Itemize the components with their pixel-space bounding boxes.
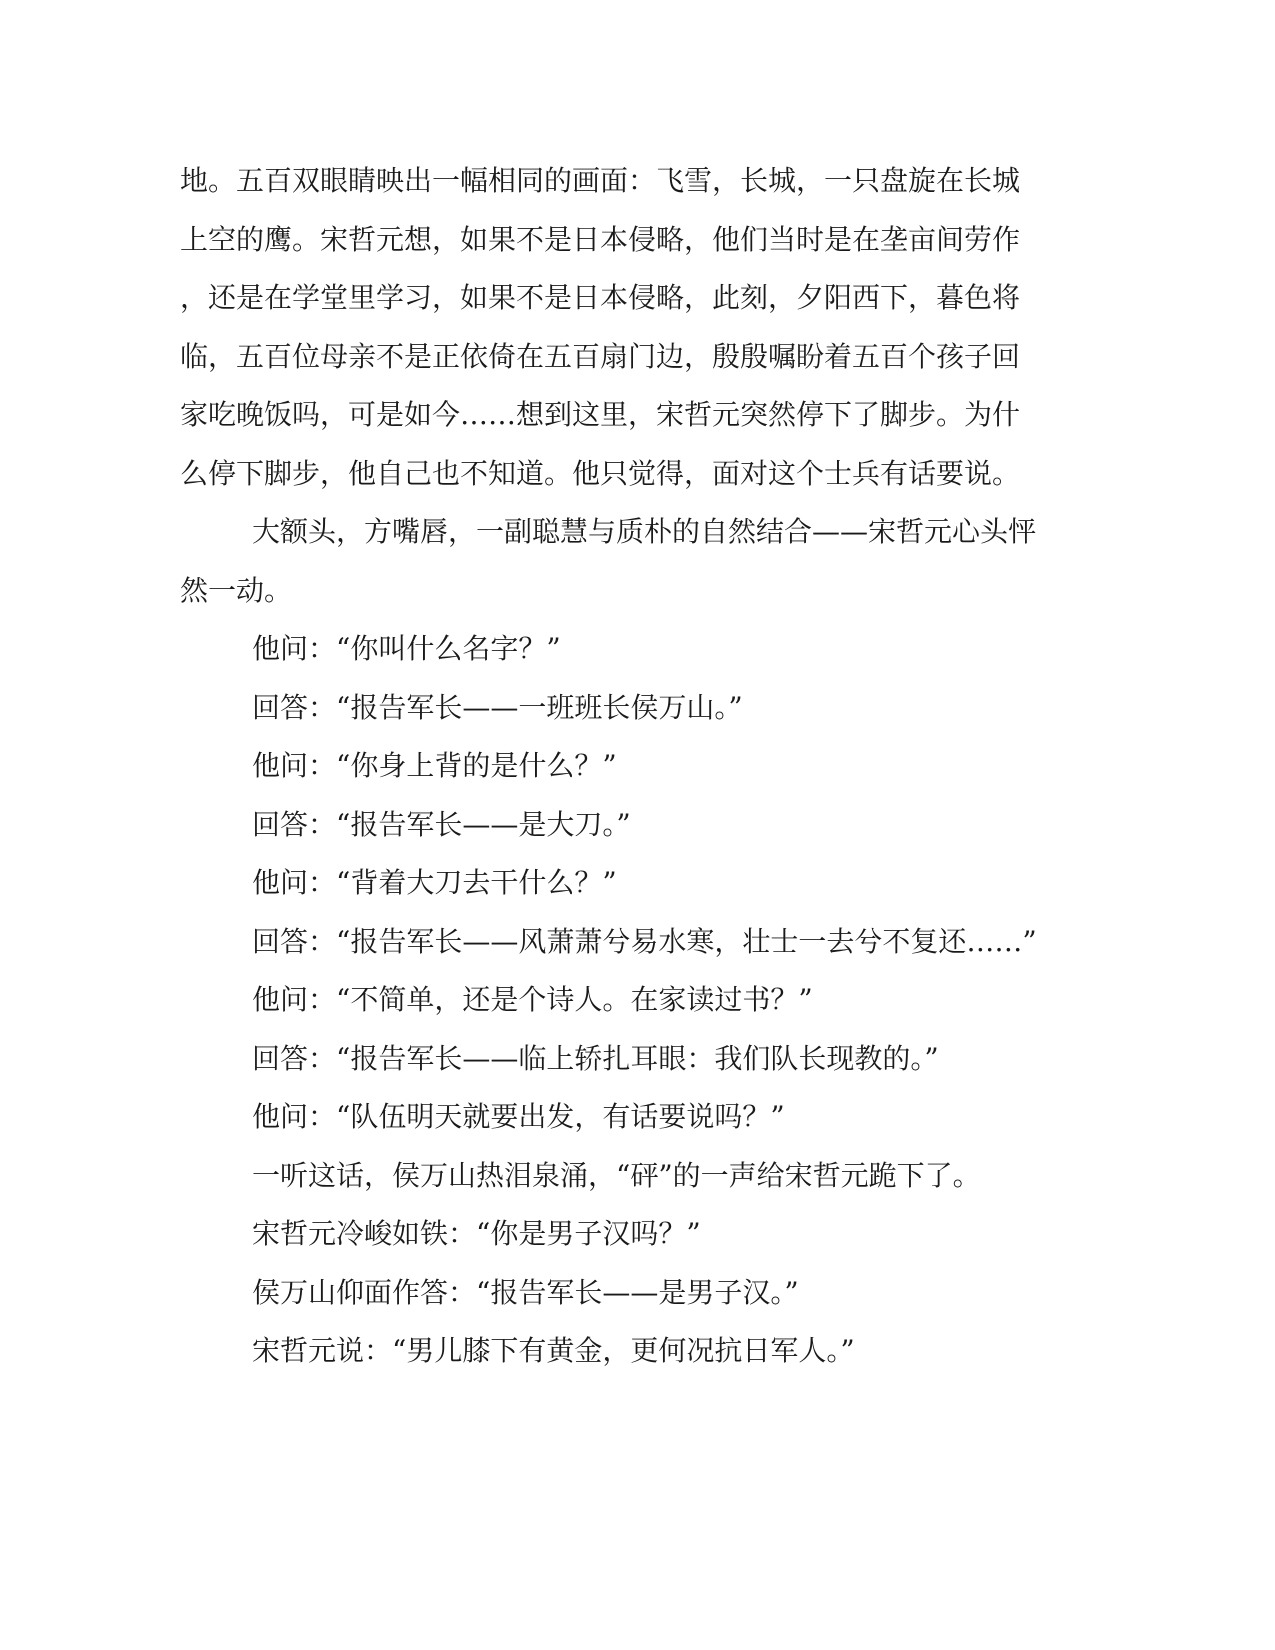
text-line: 回答：“报告军长——一班班长侯万山。” <box>252 690 743 724</box>
text-line: 大额头，方嘴唇，一副聪慧与质朴的自然结合——宋哲元心头怦 <box>252 515 1037 548</box>
text-line: 他问：“你叫什么名字？” <box>252 632 561 665</box>
text-line: 回答：“报告军长——风萧萧兮易水寒，壮士一去兮不复还……” <box>252 924 1037 958</box>
body-text <box>180 152 1060 1381</box>
text-line: 他问：“不简单，还是个诗人。在家读过书？” <box>252 983 813 1016</box>
text-line: 地。五百双眼睛映出一幅相同的画面：飞雪，长城，一只盘旋在长城 <box>180 164 1021 197</box>
text-line: 侯万山仰面作答：“报告军长——是男子汉。” <box>252 1275 799 1309</box>
text-line: 一听这话，侯万山热泪泉涌，“砰”的一声给宋哲元跪下了。 <box>252 1158 981 1192</box>
text-line: 他问：“你身上背的是什么？” <box>252 749 617 782</box>
text-line: 宋哲元说：“男儿膝下有黄金，更何况抗日军人。” <box>252 1334 855 1367</box>
text-line: 回答：“报告军长——是大刀。” <box>252 807 631 841</box>
text-line: 家吃晚饭吗，可是如今……想到这里，宋哲元突然停下了脚步。为什 <box>180 398 1021 431</box>
text-line: 上空的鹰。宋哲元想，如果不是日本侵略，他们当时是在垄亩间劳作 <box>180 222 1021 256</box>
text-line: 么停下脚步，他自己也不知道。他只觉得，面对这个士兵有话要说。 <box>180 456 1021 490</box>
text-line: ，还是在学堂里学习，如果不是日本侵略，此刻，夕阳西下，暮色将 <box>180 281 1021 314</box>
text-line: 他问：“队伍明天就要出发，有话要说吗？” <box>252 1100 785 1133</box>
text-line: 宋哲元冷峻如铁：“你是男子汉吗？” <box>252 1217 701 1250</box>
text-line: 临，五百位母亲不是正依倚在五百扇门边，殷殷嘱盼着五百个孩子回 <box>180 339 1021 373</box>
text-line: 然一动。 <box>180 573 293 607</box>
text-line: 他问：“背着大刀去干什么？” <box>252 866 617 899</box>
text-line: 回答：“报告军长——临上轿扎耳眼：我们队长现教的。” <box>252 1041 939 1075</box>
